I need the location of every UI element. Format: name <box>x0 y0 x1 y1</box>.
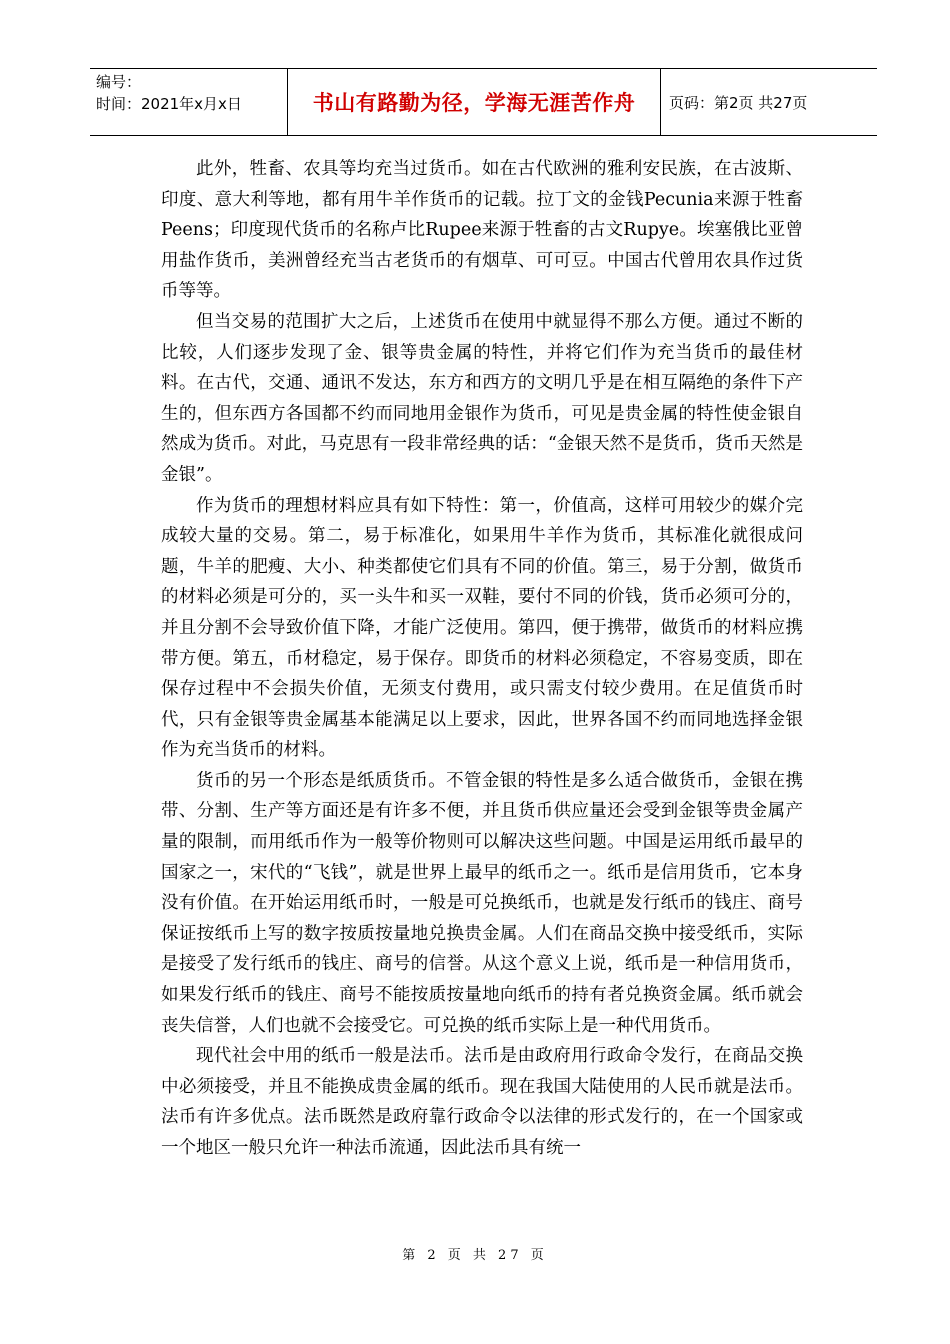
paragraph: 但当交易的范围扩大之后，上述货币在使用中就显得不那么方便。通过不断的比较，人们逐步发现了金、银等贵金属的特性，并将它们作为充当货币的最佳材料。在古代，交通、通讯不发达，东方和西方的文明几乎是在相互隔绝的条件下产生的，但东西方各国都不约而同地用金银作为货币，可见是贵金属的特性使金银自然成为货币。对此，马克思有一段非常经典的话：“金银天然不是货币，货币天然是金银”。 <box>161 311 803 485</box>
page-footer: 第 2 页 共 27 页 <box>402 1248 548 1263</box>
header-page-info: 页码：第2页 共27页 <box>669 93 808 112</box>
document-body <box>161 154 803 1164</box>
paragraph: 此外，牲畜、农具等均充当过货币。如在古代欧洲的雅利安民族，在古波斯、印度、意大利等地，都有用牛羊作货币的记载。拉丁文的金钱Pecunia来源于牲畜Peens；印度现代货币的名称卢比Rupee来源于牲畜的古文Rupye。埃塞俄比亚曾用盐作货币，美洲曾经充当古老货币的有烟草、可可豆。中国古代曾用农具作过货币等等。 <box>161 159 803 302</box>
paragraph: 现代社会中用的纸币一般是法币。法币是由政府用行政命令发行，在商品交换中必须接受，并且不能换成贵金属的纸币。现在我国大陆使用的人民币就是法币。法币有许多优点。法币既然是政府靠行政命令以法律的形式发行的，在一个国家或一个地区一般只允许一种法币流通，因此法币具有统一 <box>161 1046 803 1158</box>
paragraph: 作为货币的理想材料应具有如下特性：第一，价值高，这样可用较少的媒介完成较大量的交易。第二，易于标准化，如果用牛羊作为货币，其标准化就很成问题，牛羊的肥瘦、大小、种类都使它们具有不同的价值。第三，易于分割，做货币的材料必须是可分的，买一头牛和买一双鞋，要付不同的价钱，货币必须可分的，并且分割不会导致价值下降，才能广泛使用。第四，便于携带，做货币的材料应携带方便。第五，币材稳定，易于保存。即货币的材料必须稳定，不容易变质，即在保存过程中不会损失价值，无须支付费用，或只需支付较少费用。在足值货币时代，只有金银等贵金属基本能满足以上要求，因此，世界各国不约而同地选择金银作为充当货币的材料。 <box>161 495 803 761</box>
paragraph: 货币的另一个形态是纸质货币。不管金银的特性是多么适合做货币，金银在携带、分割、生产等方面还是有许多不便，并且货币供应量还会受到金银等贵金属产量的限制，而用纸币作为一般等价物则可以解决这些问题。中国是运用纸币最早的国家之一，宋代的“飞钱”，就是世界上最早的纸币之一。纸币是信用货币，它本身没有价值。在开始运用纸币时，一般是可兑换纸币，也就是发行纸币的钱庄、商号保证按纸币上写的数字按质按量地兑换贵金属。人们在商品交换中接受纸币，实际是接受了发行纸币的钱庄、商号的信誉。从这个意义上说，纸币是一种信用货币，如果发行纸币的钱庄、商号不能按质按量地向纸币的持有者兑换资金属。纸币就会丧失信誉，人们也就不会接受它。可兑换的纸币实际上是一种代用货币。 <box>161 770 803 1036</box>
header-meta <box>90 69 288 135</box>
document-number-label: 编号： <box>96 73 142 91</box>
header-motto: 书山有路勤为径，学海无涯苦作舟 <box>288 69 661 135</box>
document-time-label: 时间：2021年x月x日 <box>96 95 242 113</box>
page-header <box>90 68 877 136</box>
